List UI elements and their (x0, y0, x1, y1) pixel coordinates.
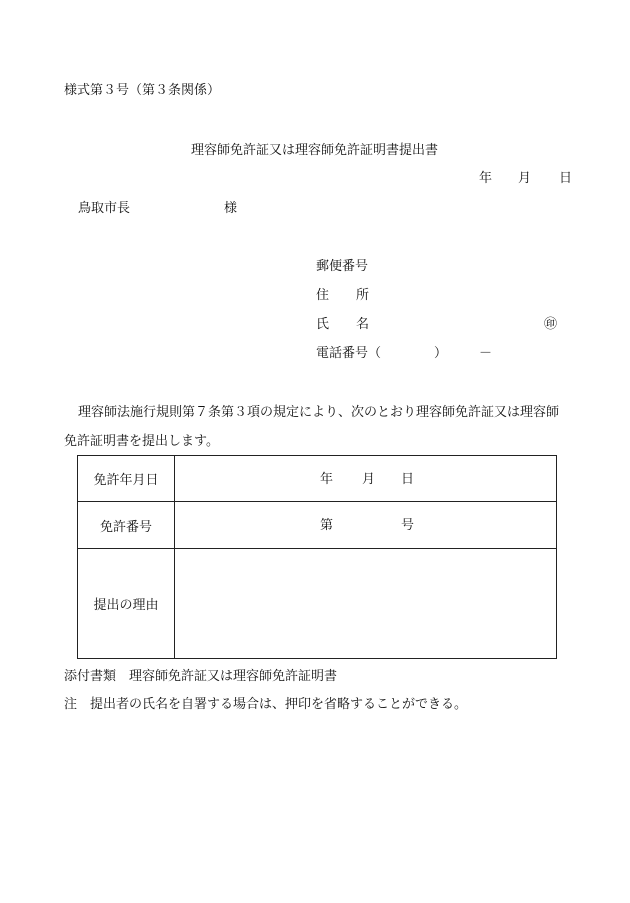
value-license-number (175, 502, 556, 548)
name-label-1: 氏 (316, 317, 330, 332)
date-year: 年 (479, 171, 493, 186)
date-day: 日 (559, 171, 573, 186)
body-text-line-1: 理容師法施行規則第７条第３項の規定により、次のとおり理容師免許証又は理容師 (78, 405, 560, 420)
form-number: 様式第３号（第３条関係） (64, 83, 221, 98)
license-date-day: 日 (401, 472, 415, 487)
body-text-line-2: 免許証明書を提出します。 (64, 434, 219, 449)
table-row-license-number (78, 502, 556, 549)
note-line: 注 提出者の氏名を自署する場合は、押印を省略することができる。 (64, 697, 468, 712)
table-row-reason (78, 549, 556, 658)
value-license-date (175, 456, 556, 501)
label-license-number: 免許番号 (78, 502, 175, 548)
table-row-license-date (78, 456, 556, 502)
license-number-prefix: 第 (320, 518, 334, 533)
value-reason (175, 549, 556, 658)
phone-label: 電話番号（ (316, 346, 382, 361)
seal-mark: ㊞ (544, 317, 558, 332)
address-label-1: 住 (316, 288, 330, 303)
attachment-line: 添付書類 理容師免許証又は理容師免許証明書 (64, 669, 338, 684)
license-date-year: 年 (320, 472, 334, 487)
address-label-2: 所 (356, 288, 370, 303)
name-label-2: 名 (356, 317, 370, 332)
document-title: 理容師免許証又は理容師免許証明書提出書 (191, 143, 439, 158)
date-month: 月 (518, 171, 532, 186)
phone-close-paren: ） (434, 346, 448, 361)
addressee-name: 鳥取市長 (78, 201, 131, 216)
label-reason: 提出の理由 (78, 549, 175, 658)
license-number-suffix: 号 (401, 518, 415, 533)
license-table (77, 455, 557, 659)
label-license-date: 免許年月日 (78, 456, 175, 501)
addressee-honorific: 様 (224, 201, 238, 216)
postal-code-label: 郵便番号 (316, 259, 369, 274)
license-date-month: 月 (362, 472, 376, 487)
phone-dash: － (479, 346, 493, 361)
